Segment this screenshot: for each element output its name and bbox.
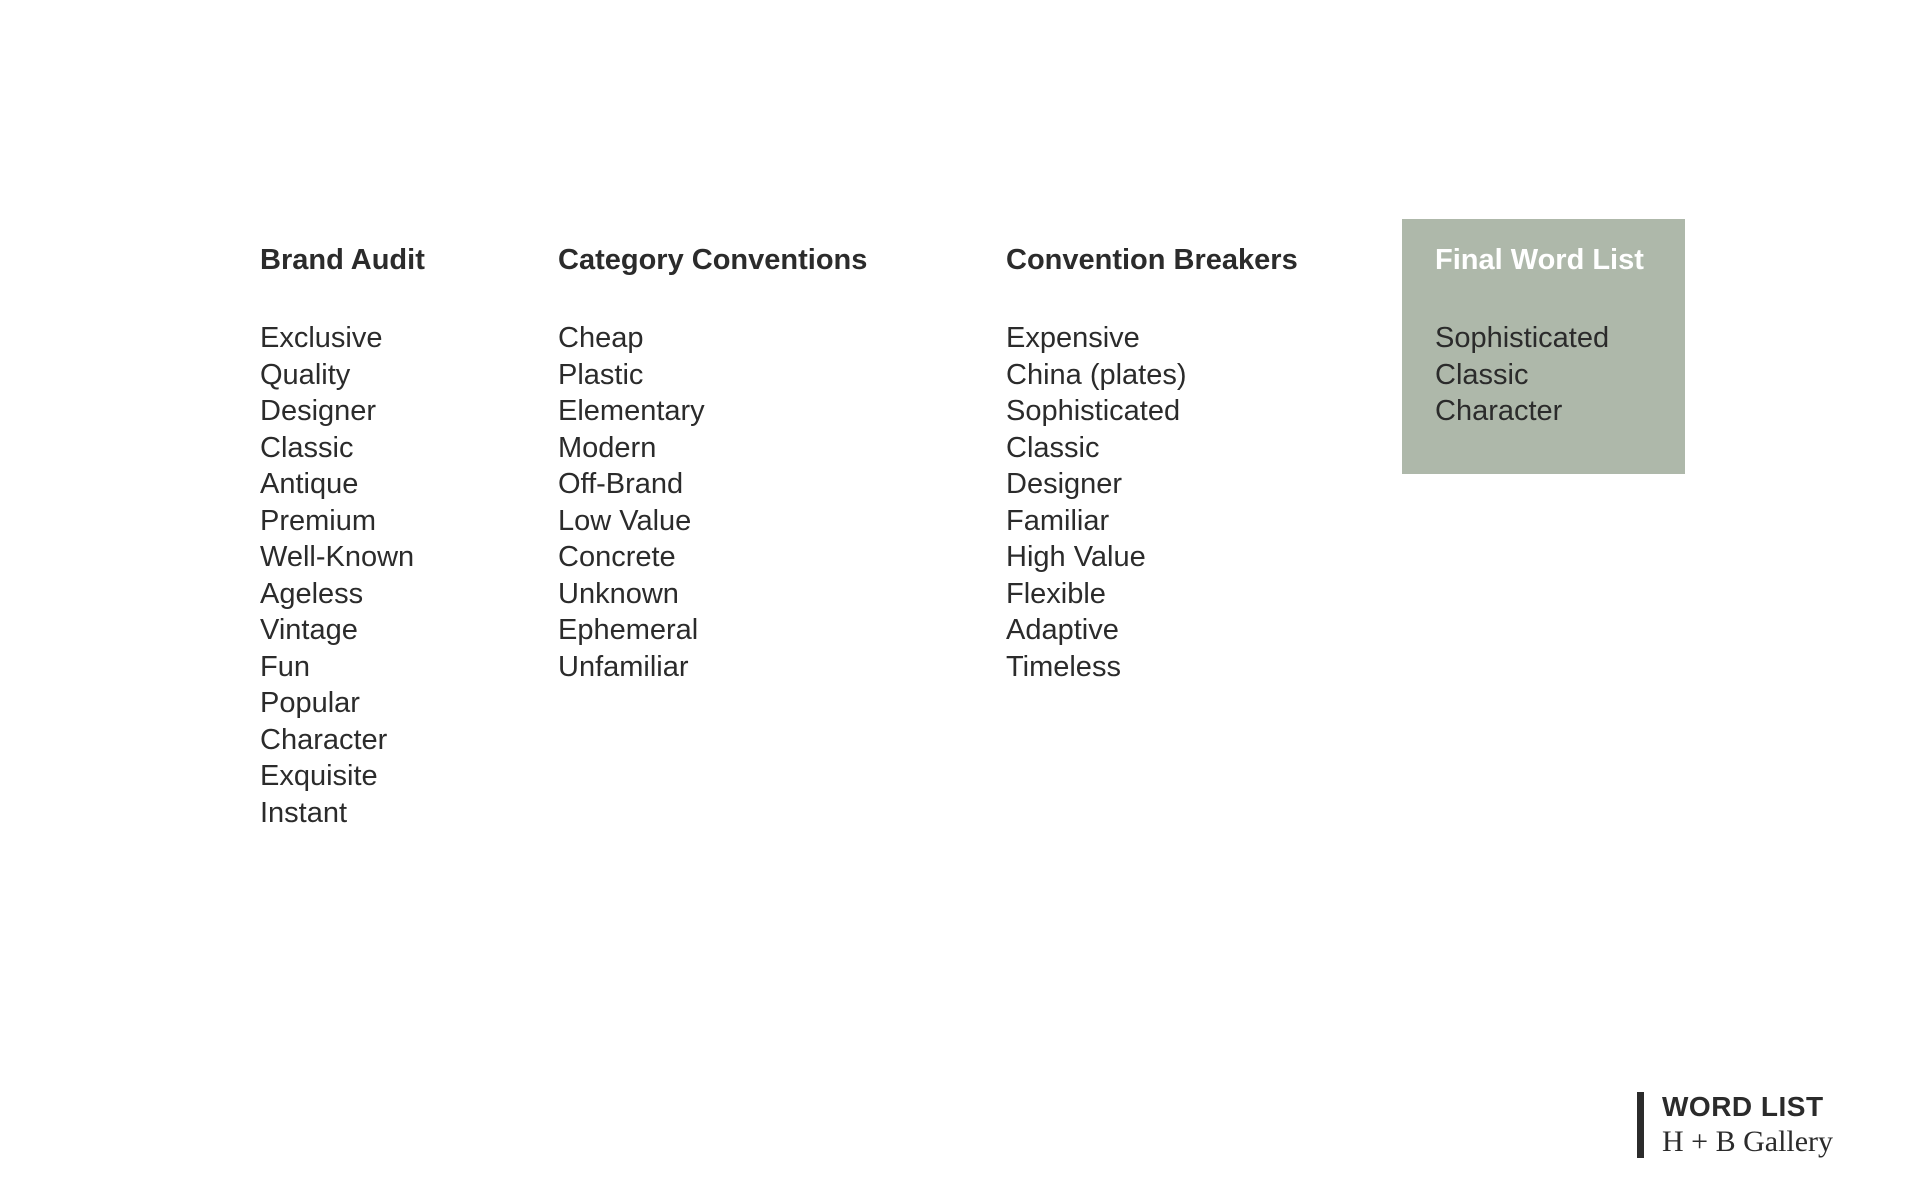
word-list-item: Off-Brand (558, 468, 684, 500)
brand-audit-word-list (260, 320, 425, 831)
convention-breakers-word-list (1006, 320, 1298, 685)
word-list-item: Exclusive (260, 322, 383, 354)
word-list-item: Vintage (260, 614, 358, 646)
word-list-item: Classic (1006, 431, 1100, 464)
word-list-item: Ageless (260, 577, 364, 610)
word-list-item: Antique (260, 468, 359, 500)
category-conventions-heading: Category Conventions (558, 244, 868, 276)
category-conventions-word-list (558, 320, 867, 685)
footer-text-block (1662, 1092, 1833, 1158)
footer-accent-bar (1637, 1092, 1644, 1158)
word-list-item: Classic (1435, 358, 1529, 391)
footer-subtitle: H + B Gallery (1662, 1125, 1834, 1158)
word-list-item: Cheap (558, 322, 644, 354)
word-list-item: Concrete (558, 541, 676, 573)
word-list-item: Ephemeral (558, 614, 699, 646)
word-list-item: China (plates) (1006, 358, 1187, 391)
word-list-item: Flexible (1006, 577, 1106, 610)
word-list-item: Exquisite (260, 760, 378, 792)
word-list-item: Expensive (1006, 322, 1140, 354)
word-list-item: Well-Known (260, 541, 415, 573)
word-list-item: Designer (260, 395, 377, 427)
final-word-list-box (1402, 219, 1685, 474)
convention-breakers-column (1006, 240, 1298, 685)
word-list-item: Quality (260, 358, 351, 391)
word-list-item: Low Value (558, 504, 692, 537)
word-list-item: Sophisticated (1006, 395, 1181, 427)
word-list-item: Plastic (558, 358, 644, 391)
word-list-item: Premium (260, 504, 377, 537)
word-list-item: Timeless (1006, 650, 1121, 683)
footer-label (1637, 1092, 1833, 1158)
word-list-item: Unfamiliar (558, 650, 689, 683)
word-list-item: Sophisticated (1435, 322, 1610, 354)
word-list-item: Modern (558, 431, 657, 464)
word-list-item: High Value (1006, 541, 1146, 573)
word-list-item: Fun (260, 650, 310, 683)
final-word-list (1435, 320, 1685, 430)
brand-audit-column (260, 240, 425, 831)
word-list-item: Unknown (558, 577, 679, 610)
convention-breakers-heading: Convention Breakers (1006, 244, 1298, 276)
word-list-item: Familiar (1006, 504, 1110, 537)
word-list-item: Adaptive (1006, 614, 1119, 646)
word-list-item: Elementary (558, 395, 705, 427)
word-list-item: Instant (260, 796, 348, 829)
footer-title: WORD LIST (1662, 1091, 1824, 1122)
word-list-item: Popular (260, 687, 360, 719)
word-list-item: Character (260, 723, 388, 756)
word-list-item: Classic (260, 431, 354, 464)
word-list-item: Character (1435, 395, 1563, 427)
word-list-item: Designer (1006, 468, 1123, 500)
final-word-list-heading: Final Word List (1435, 244, 1644, 276)
brand-audit-heading: Brand Audit (260, 244, 425, 276)
category-conventions-column (558, 240, 867, 685)
